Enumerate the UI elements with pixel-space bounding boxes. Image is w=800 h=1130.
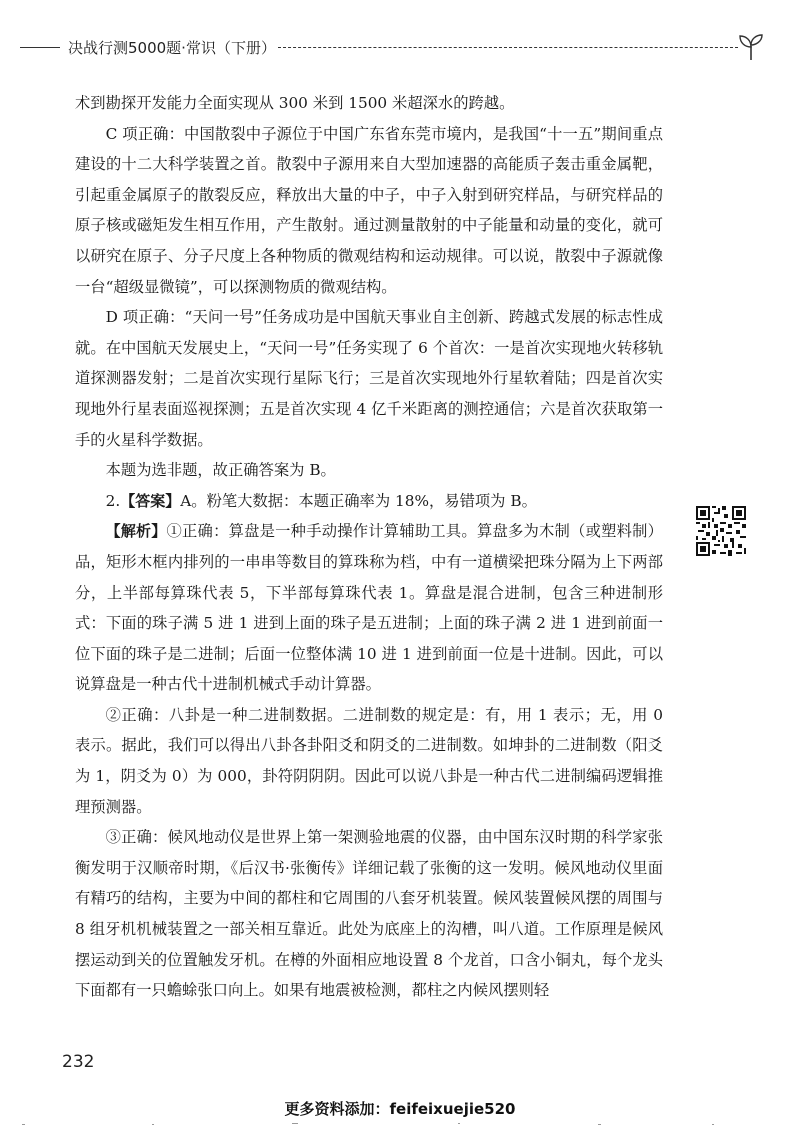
sprout-icon: [736, 32, 766, 62]
page-header: [20, 28, 780, 68]
paragraph: ②正确：八卦是一种二进制数据。二进制数的规定是：有，用 1 表示；无，用 0 表示。据此，我们可以得出八卦各卦阳爻和阴爻的二进制数。如坤卦的二进制数（阳爻为 1，阴爻为 0）为 000，卦符阴阴阴。因此可以说八卦是一种古代二进制编码逻辑推理预测器。: [75, 705, 663, 816]
header-rule-left: [20, 47, 60, 48]
header-title: 决战行测5000题·常识（下册）: [68, 39, 276, 57]
analysis-tag: 【解析】: [105, 522, 167, 541]
paragraph: 本题为选非题，故正确答案为 B。: [105, 461, 336, 480]
header-rule-right: [278, 47, 738, 48]
scan-artifact-marks: [0, 1122, 800, 1128]
paragraph: ③正确：候风地动仪是世界上第一架测验地震的仪器，由中国东汉时期的科学家张衡发明于汉顺帝时期，《后汉书·张衡传》详细记载了张衡的这一发明。候风地动仪里面有精巧的结构，主要为中间的都柱和它周围的八套牙机装置。候风装置候风摆的周围与 8 组牙机机械装置之一部关相互靠近。此处为底座上的沟槽，叫八道。工作原理是候风摆运动到关的位置触发牙机。在樽的外面相应地设置 8 个龙首，口含小铜丸，每个龙头下面都有一只蟾蜍张口向上。如果有地震被检测，都柱之内候风摆则轻: [75, 828, 663, 1000]
paragraph: C 项正确：中国散裂中子源位于中国广东省东莞市境内，是我国“十一五”期间重点建设的十二大科学装置之首。散裂中子源用来自大型加速器的高能质子轰击重金属靶，引起重金属原子的散裂反应，释放出大量的中子，中子入射到研究样品，与研究样品的原子核或磁矩发生相互作用，产生散射。通过测量散射的中子能量和动量的变化，就可以研究在原子、分子尺度上各种物质的微观结构和运动规律。可以说，散裂中子源就像一台“超级显微镜”，可以探测物质的微观结构。: [75, 124, 663, 296]
page-number: 232: [62, 1052, 95, 1072]
paragraph: D 项正确：“天问一号”任务成功是中国航天事业自主创新、跨越式发展的标志性成就。在中国航天发展史上，“天问一号”任务实现了 6 个首次：一是首次实现地火转移轨道探测器发射；二是首次实现行星际飞行；三是首次实现地外行星软着陆；四是首次实现地外行星表面巡视探测；五是首次实现 4 亿千米距离的测控通信；六是首次获取第一手的火星科学数据。: [75, 308, 663, 449]
qr-code[interactable]: [696, 506, 746, 556]
footer-note: 更多资料添加：feifeixuejie520: [284, 1100, 516, 1118]
answer-paragraph: 2.【答案】A。粉笔大数据：本题正确率为 18%，易错项为 B。: [105, 491, 537, 510]
article-body: [75, 88, 663, 1006]
analysis-paragraph: 【解析】①正确：算盘是一种手动操作计算辅助工具。算盘多为木制（或塑料制）品，矩形木框内排列的一串串等数目的算珠称为档，中有一道横梁把珠分隔为上下两部分，上半部每算珠代表 5，下半部每算珠代表 1。算盘是混合进制，包含三种进制形式：下面的珠子满 5 进 1 进到上面的珠子是五进制；上面的珠子满 2 进 1 进到前面一位下面的珠子是二进制；后面一位整体满 10 进 1 进到前面一位是十进制。因此，可以说算盘是一种古代十进制机械式手动计算器。: [75, 522, 663, 694]
answer-tag: 【答案】: [120, 491, 181, 510]
paragraph: 术到勘探开发能力全面实现从 300 米到 1500 米超深水的跨越。: [75, 94, 515, 112]
